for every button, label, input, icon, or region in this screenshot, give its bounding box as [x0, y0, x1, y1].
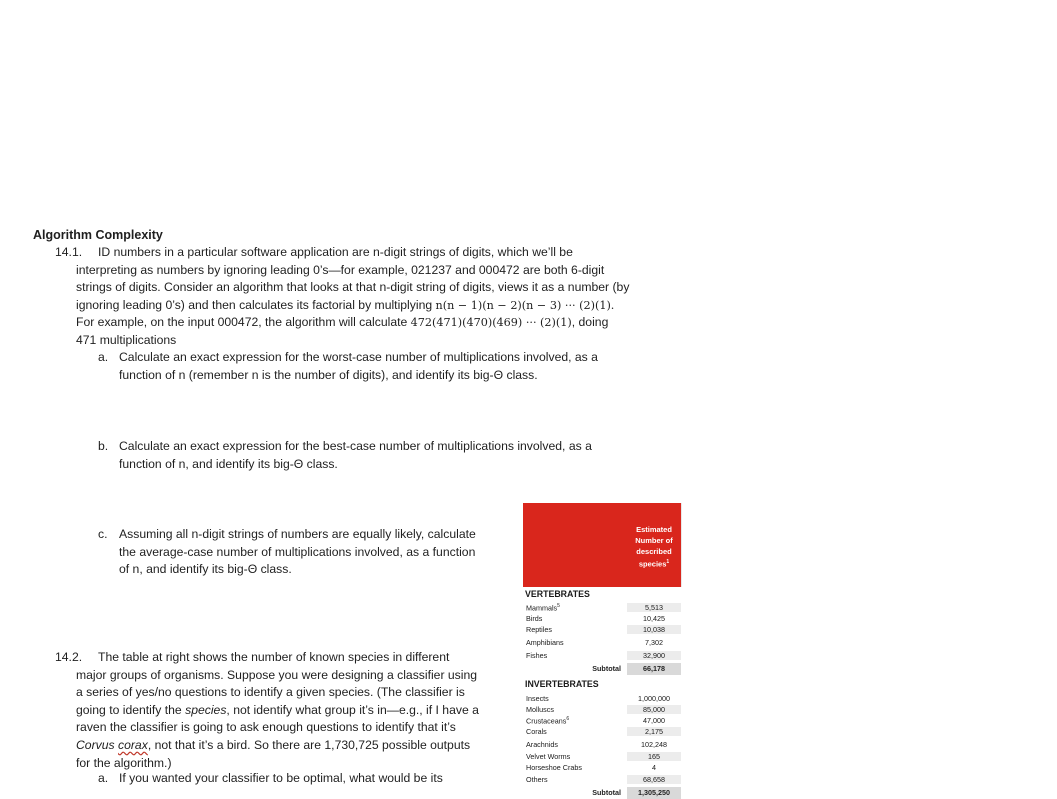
- table-row: [523, 614, 681, 625]
- subtotal-value: 66,178: [627, 663, 681, 675]
- example-expression: 472(471)(470)(469) ··· (2)(1): [410, 316, 572, 330]
- row-value: 47,000: [643, 716, 665, 725]
- q1-line-6: 471 multiplications: [76, 332, 177, 347]
- subquestion-label: a.: [98, 350, 109, 364]
- q2-line-6-post: , not that it’s a bird. So there are 1,730,725 possible outputs: [147, 737, 471, 752]
- row-name: Fishes: [526, 651, 548, 660]
- row-name: Others: [526, 775, 548, 784]
- q2-line-5: raven the classifier is going to ask enough questions to identify that it’s: [76, 720, 456, 735]
- q1-line-4-text: ignoring leading 0’s) and then calculates its factorial by multiplying: [76, 297, 436, 312]
- invertebrates-subtotal-row: [523, 787, 681, 799]
- table-row: [523, 694, 681, 705]
- row-name: Horseshoe Crabs: [526, 763, 582, 772]
- row-value: 5,513: [627, 603, 681, 612]
- subq-c-line-1: Assuming all n-digit strings of numbers are equally likely, calculate: [119, 527, 476, 541]
- header-line: [627, 557, 681, 570]
- row-value: 7,302: [645, 638, 663, 647]
- question-number: 14.2.: [55, 650, 83, 664]
- table-row: [523, 638, 681, 649]
- subquestion-label: b.: [98, 439, 109, 453]
- row-value: 1,000,000: [638, 694, 670, 703]
- q2-subq-a-line-1: If you wanted your classifier to be optimal, what would be its: [119, 771, 443, 785]
- row-name: Velvet Worms: [526, 752, 571, 761]
- q2-line-4-pre: going to identify the: [76, 702, 186, 717]
- q1-line-5-text: For example, on the input 000472, the algorithm will calculate: [76, 315, 411, 330]
- subtotal-label: Subtotal: [592, 788, 621, 797]
- header-line: Number of: [635, 536, 673, 545]
- row-name: Corals: [526, 727, 547, 736]
- section-heading: Algorithm Complexity: [33, 228, 163, 242]
- table-row: [523, 716, 681, 727]
- subq-a-line-2: function of n (remember n is the number of digits), and identify its big-Θ class.: [119, 367, 538, 382]
- table-row: [523, 727, 681, 738]
- q1-line-2: interpreting as numbers by ignoring leading 0’s—for example, 021237 and 000472 are both 6-digit: [76, 262, 605, 277]
- question-14-2: [55, 649, 525, 772]
- table-row: [523, 625, 681, 636]
- subq-b-line-1: Calculate an exact expression for the best-case number of multiplications involved, as a: [119, 439, 592, 453]
- subq-a-line-1: Calculate an exact expression for the worst-case number of multiplications involved, as a: [119, 350, 598, 364]
- species-table: [523, 503, 681, 797]
- q1-line-4: [55, 297, 695, 315]
- header-line-text: species: [638, 559, 667, 569]
- table-header-blank: [523, 503, 626, 587]
- q2-line-1: The table at right shows the number of known species in different: [98, 650, 450, 664]
- genus-name: Corvus: [76, 737, 115, 752]
- subquestion-label: c.: [98, 527, 108, 541]
- subtotal-value: 1,305,250: [627, 787, 681, 799]
- row-name: Amphibians: [526, 638, 564, 647]
- q2-line-4-post: , not identify what group it’s in—e.g., if I have a: [226, 702, 479, 717]
- row-name: Insects: [526, 694, 549, 703]
- row-value: 10,038: [627, 625, 681, 634]
- q1-line-5: [55, 314, 695, 332]
- row-name-text: Mammals: [526, 603, 558, 613]
- q1-line-3: strings of digits. Consider an algorithm that looks at that n-digit string of digits, views it as a number (by: [76, 280, 630, 295]
- q1-line-1: ID numbers in a particular software application are n-digit strings of digits, which we’ll be: [98, 245, 573, 259]
- header-line: described: [636, 547, 672, 556]
- subtotal-label: Subtotal: [592, 664, 621, 673]
- footnote-marker: 6: [566, 716, 570, 722]
- table-header-label: [627, 524, 681, 570]
- subquestion-a: [98, 349, 658, 384]
- header-line: Estimated: [636, 525, 672, 534]
- row-name: Reptiles: [526, 625, 552, 634]
- row-value: 2,175: [627, 727, 681, 736]
- footnote-marker: 1: [666, 559, 670, 565]
- subq-b-line-2: function of n, and identify its big-Θ class.: [119, 456, 338, 471]
- subquestion-label: a.: [98, 771, 109, 785]
- table-header: [523, 503, 682, 587]
- vertebrates-section-label: VERTEBRATES: [525, 589, 590, 599]
- table-row: [523, 705, 681, 716]
- row-value: 10,425: [643, 614, 665, 623]
- row-name: [526, 716, 569, 725]
- q2-line-2: major groups of organisms. Suppose you were designing a classifier using: [76, 667, 478, 682]
- subquestion-b: [98, 438, 658, 473]
- species-name: corax: [118, 737, 148, 752]
- row-name: Molluscs: [526, 705, 554, 714]
- subq-c-line-3: of n, and identify its big-Θ class.: [119, 562, 292, 577]
- row-value: 165: [627, 752, 681, 761]
- subq-c-line-2: the average-case number of multiplications involved, as a function: [119, 544, 476, 559]
- q2-line-3: a series of yes/no questions to identify a given species. (The classifier is: [76, 685, 465, 700]
- subquestion-c: [98, 526, 518, 579]
- table-row: [523, 603, 681, 614]
- vertebrates-subtotal-row: [523, 663, 681, 675]
- row-name: Birds: [526, 614, 543, 623]
- table-row: [523, 775, 681, 786]
- q2-subquestion-a: [98, 770, 518, 788]
- q2-line-6: [55, 737, 525, 755]
- row-name: Arachnids: [526, 740, 558, 749]
- row-value: 68,658: [627, 775, 681, 784]
- table-row: [523, 763, 681, 774]
- row-value: 32,900: [627, 651, 681, 660]
- row-value: 4: [652, 763, 656, 772]
- table-row: [523, 740, 681, 751]
- question-14-1: [55, 244, 695, 350]
- q2-line-4: [55, 702, 525, 720]
- row-name: [526, 603, 560, 612]
- invertebrates-section-label: INVERTEBRATES: [525, 679, 599, 689]
- q1-line-5-tail: , doing: [571, 315, 609, 330]
- row-value: 102,248: [641, 740, 667, 749]
- row-value: 85,000: [627, 705, 681, 714]
- factorial-expression: n(n − 1)(n − 2)(n − 3) ··· (2)(1).: [435, 298, 615, 312]
- table-row: [523, 651, 681, 662]
- row-name-text: Crustaceans: [526, 716, 567, 726]
- q2-line-7: for the algorithm.): [76, 755, 172, 770]
- footnote-marker: 5: [557, 603, 560, 609]
- q2-species-emphasis: species: [185, 702, 227, 717]
- table-row: [523, 752, 681, 763]
- question-number: 14.1.: [55, 245, 83, 259]
